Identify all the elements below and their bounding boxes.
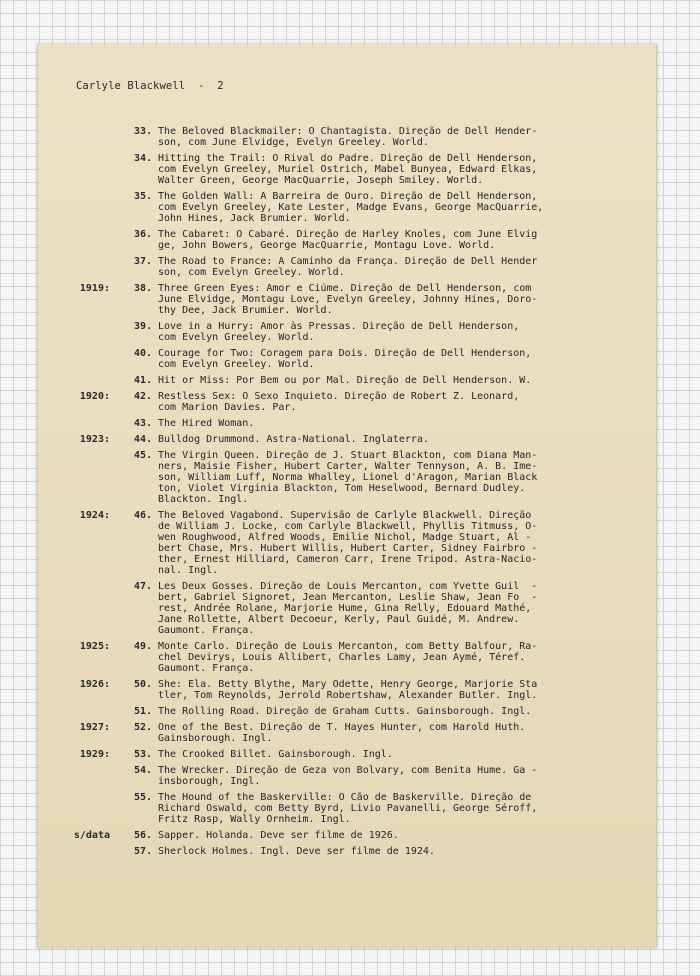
entry-line: bert Chase, Mrs. Hubert Willis, Hubert Carter, Sidney Fairbro - <box>158 543 538 554</box>
entry-year: 1926: <box>79 679 110 690</box>
entry-number: 38. <box>133 283 152 294</box>
entry-text <box>158 283 634 316</box>
entry-text <box>158 846 634 857</box>
entry-year: s/data <box>73 830 110 841</box>
entry-line: son, com June Elvidge, Evelyn Greeley. World. <box>158 137 429 148</box>
entry-year <box>38 418 110 429</box>
entry-text <box>158 641 634 674</box>
entry-line: com Evelyn Greeley, Kate Lester, Madge Evans, George MacQuarrie, <box>158 202 544 213</box>
entry-line: thy Dee, Jack Brumier. World. <box>158 305 333 316</box>
entry-number: 52. <box>133 722 152 733</box>
entry-year <box>38 375 110 386</box>
entry-year <box>38 450 110 505</box>
entry-line: The Virgin Queen. Direção de J. Stuart Blackton, com Diana Man- <box>158 450 538 461</box>
entry-text <box>158 765 634 787</box>
entry-number: 44. <box>133 434 152 445</box>
entry-year: 1923: <box>79 434 110 445</box>
entry-year <box>38 581 110 636</box>
entry-line: She: Ela. Betty Blythe, Mary Odette, Henry George, Marjorie Sta <box>158 679 538 690</box>
entry-text <box>158 450 634 505</box>
entry-year: 1924: <box>79 510 110 521</box>
entry-number: 45. <box>133 450 152 461</box>
entry-number: 49. <box>133 641 152 652</box>
entry-text <box>158 434 634 445</box>
entry-line: The Wrecker. Direção de Geza von Bolvary, com Benita Hume. Ga - <box>158 765 538 776</box>
entry-year: 1929: <box>79 749 110 760</box>
entry-line: Love in a Hurry: Amor às Pressas. Direção de Dell Henderson, <box>158 321 520 332</box>
entry-line: Richard Oswald, com Betty Byrd, Livio Pavanelli, George Séroff, <box>158 803 538 814</box>
entry-line: Gainsborough. Ingl. <box>158 733 273 744</box>
entry-year <box>38 256 110 278</box>
entry-year <box>38 706 110 717</box>
entry-line: Gaumont. França. <box>158 663 255 674</box>
entry-number: 42. <box>133 391 152 402</box>
entry-line: Gaumont. França. <box>158 625 255 636</box>
entry-line: chel Devirys, Louis Allibert, Charles Lamy, Jean Aymé, Téref. <box>158 652 526 663</box>
entry-line: Walter Green, George MacQuarrie, Joseph Smiley. World. <box>158 175 484 186</box>
entry-line: Monte Carlo. Direção de Louis Mercanton, com Betty Balfour, Ra- <box>158 641 538 652</box>
entry-line: son, com Evelyn Greeley. World. <box>158 267 345 278</box>
film-entry <box>38 792 656 825</box>
film-entry <box>38 375 656 386</box>
entry-number: 39. <box>133 321 152 332</box>
entry-line: John Hines, Jack Brumier. World. <box>158 213 351 224</box>
film-entry <box>38 450 656 505</box>
entry-number: 34. <box>133 153 152 164</box>
entry-line: Jane Rollette, Albert Decoeur, Kerly, Paul Guidé, M. Andrew. <box>158 614 520 625</box>
entry-line: One of the Best. Direção de T. Hayes Hunter, com Harold Huth. <box>158 722 526 733</box>
entry-line: ge, John Bowers, George MacQuarrie, Montagu Love. World. <box>158 240 496 251</box>
entry-line: Les Deux Gosses. Direção de Louis Mercanton, com Yvette Guil - <box>158 581 538 592</box>
entry-number: 54. <box>133 765 152 776</box>
entry-line: Three Green Eyes: Amor e Ciúme. Direção de Dell Henderson, com <box>158 283 532 294</box>
entry-year: 1919: <box>79 283 110 294</box>
film-entry <box>38 391 656 413</box>
entry-number: 51. <box>133 706 152 717</box>
film-entry <box>38 722 656 744</box>
film-entry <box>38 830 656 841</box>
film-entry <box>38 846 656 857</box>
entry-line: Sapper. Holanda. Deve ser filme de 1926. <box>158 830 399 841</box>
entry-line: ther, Ernest Hilliard, Cameron Carr, Irene Tripod. Astra-Nacio- <box>158 554 538 565</box>
entry-line: bert, Gabriel Signoret, Jean Mercanton, Leslie Shaw, Jean Fo - <box>158 592 538 603</box>
entry-number: 46. <box>133 510 152 521</box>
entry-text <box>158 722 634 744</box>
entry-line: rest, Andrée Rolane, Marjorie Hume, Gina Relly, Édouard Mathé, <box>158 603 532 614</box>
entry-text <box>158 153 634 186</box>
entry-year <box>38 191 110 224</box>
entry-line: insborough, Ingl. <box>158 776 261 787</box>
entry-number: 36. <box>133 229 152 240</box>
film-entry <box>38 418 656 429</box>
entry-line: Restless Sex: O Sexo Inquieto. Direção de Robert Z. Leonard, <box>158 391 520 402</box>
film-entry <box>38 749 656 760</box>
film-entry <box>38 641 656 674</box>
entry-line: Hitting the Trail: O Rival do Padre. Direção de Dell Henderson, <box>158 153 538 164</box>
entry-text <box>158 126 634 148</box>
document-page <box>37 44 657 948</box>
entry-text <box>158 830 634 841</box>
page-header: Carlyle Blackwell - 2 <box>76 80 224 92</box>
entry-number: 57. <box>133 846 152 857</box>
entry-line: Bulldog Drummond. Astra-National. Inglaterra. <box>158 434 429 445</box>
entry-line: The Hound of the Baskerville: O Cão de Baskerville. Direção de <box>158 792 532 803</box>
entry-line: nal. Ingl. <box>158 565 219 576</box>
entry-line: Blackton. Ingl. <box>158 494 249 505</box>
entry-text <box>158 391 634 413</box>
entry-line: The Beloved Vagabond. Supervisão de Carlyle Blackwell. Direção <box>158 510 532 521</box>
entry-line: tler, Tom Reynolds, Jerrold Robertshaw, Alexander Butler. Ingl. <box>158 690 538 701</box>
entry-number: 53. <box>133 749 152 760</box>
entry-year <box>38 229 110 251</box>
entry-text <box>158 749 634 760</box>
filmography-list <box>38 126 656 862</box>
entry-number: 56. <box>133 830 152 841</box>
entry-number: 41. <box>133 375 152 386</box>
film-entry <box>38 510 656 576</box>
entry-year <box>38 792 110 825</box>
entry-line: com Evelyn Greeley. World. <box>158 359 315 370</box>
entry-year: 1920: <box>79 391 110 402</box>
film-entry <box>38 581 656 636</box>
entry-line: com Evelyn Greeley. World. <box>158 332 315 343</box>
entry-year: 1925: <box>79 641 110 652</box>
film-entry <box>38 348 656 370</box>
entry-number: 50. <box>133 679 152 690</box>
entry-line: ners, Maisie Fisher, Hubert Carter, Walter Tennyson, A. B. Ime- <box>158 461 538 472</box>
entry-year <box>38 348 110 370</box>
entry-line: son, William Luff, Norma Whalley, Lionel d'Aragon, Marian Black <box>158 472 538 483</box>
entry-text <box>158 792 634 825</box>
entry-year <box>38 846 110 857</box>
entry-line: The Hired Woman. <box>158 418 255 429</box>
entry-text <box>158 581 634 636</box>
entry-line: Hit or Miss: Por Bem ou por Mal. Direção de Dell Henderson. W. <box>158 375 532 386</box>
entry-text <box>158 191 634 224</box>
film-entry <box>38 229 656 251</box>
entry-line: June Elvidge, Montagu Love, Evelyn Greeley, Johnny Hines, Doro- <box>158 294 538 305</box>
film-entry <box>38 283 656 316</box>
entry-line: ton, Violet Virginia Blackton, Tom Heselwood, Bernard Dudley. <box>158 483 526 494</box>
entry-number: 33. <box>133 126 152 137</box>
entry-line: The Road to France: A Caminho da França. Direção de Dell Hender <box>158 256 538 267</box>
film-entry <box>38 126 656 148</box>
entry-number: 55. <box>133 792 152 803</box>
entry-line: Fritz Rasp, Wally Ornheim. Ingl. <box>158 814 351 825</box>
entry-text <box>158 706 634 717</box>
entry-line: The Golden Wall: A Barreira de Ouro. Direção de Dell Henderson, <box>158 191 538 202</box>
entry-number: 35. <box>133 191 152 202</box>
entry-year: 1927: <box>79 722 110 733</box>
film-entry <box>38 321 656 343</box>
entry-line: Sherlock Holmes. Ingl. Deve ser filme de 1924. <box>158 846 435 857</box>
film-entry <box>38 256 656 278</box>
entry-text <box>158 418 634 429</box>
entry-text <box>158 256 634 278</box>
film-entry <box>38 706 656 717</box>
entry-line: The Crooked Billet. Gainsborough. Ingl. <box>158 749 393 760</box>
entry-line: wen Roughwood, Alfred Woods, Emilie Nichol, Madge Stuart, Al - <box>158 532 532 543</box>
entry-text <box>158 348 634 370</box>
entry-text <box>158 321 634 343</box>
entry-number: 43. <box>133 418 152 429</box>
entry-line: com Marion Davies. Par. <box>158 402 297 413</box>
film-entry <box>38 191 656 224</box>
film-entry <box>38 153 656 186</box>
entry-year <box>38 153 110 186</box>
entry-text <box>158 375 634 386</box>
entry-line: Courage for Two: Coragem para Dois. Direção de Dell Henderson, <box>158 348 532 359</box>
entry-number: 40. <box>133 348 152 359</box>
entry-line: com Evelyn Greeley, Muriel Ostrich, Mabel Bunyea, Edward Elkas, <box>158 164 538 175</box>
entry-number: 37. <box>133 256 152 267</box>
entry-text <box>158 679 634 701</box>
entry-line: de William J. Locke, com Carlyle Blackwell, Phyllis Titmuss, O- <box>158 521 538 532</box>
film-entry <box>38 765 656 787</box>
entry-year <box>38 765 110 787</box>
entry-year <box>38 321 110 343</box>
entry-line: The Cabaret: O Cabaré. Direção de Harley Knoles, com June Elvig <box>158 229 538 240</box>
film-entry <box>38 434 656 445</box>
entry-text <box>158 510 634 576</box>
film-entry <box>38 679 656 701</box>
entry-line: The Rolling Road. Direção de Graham Cutts. Gainsborough. Ingl. <box>158 706 532 717</box>
entry-line: The Beloved Blackmailer: O Chantagista. Direção de Dell Hender- <box>158 126 538 137</box>
entry-text <box>158 229 634 251</box>
entry-year <box>38 126 110 148</box>
entry-number: 47. <box>133 581 152 592</box>
